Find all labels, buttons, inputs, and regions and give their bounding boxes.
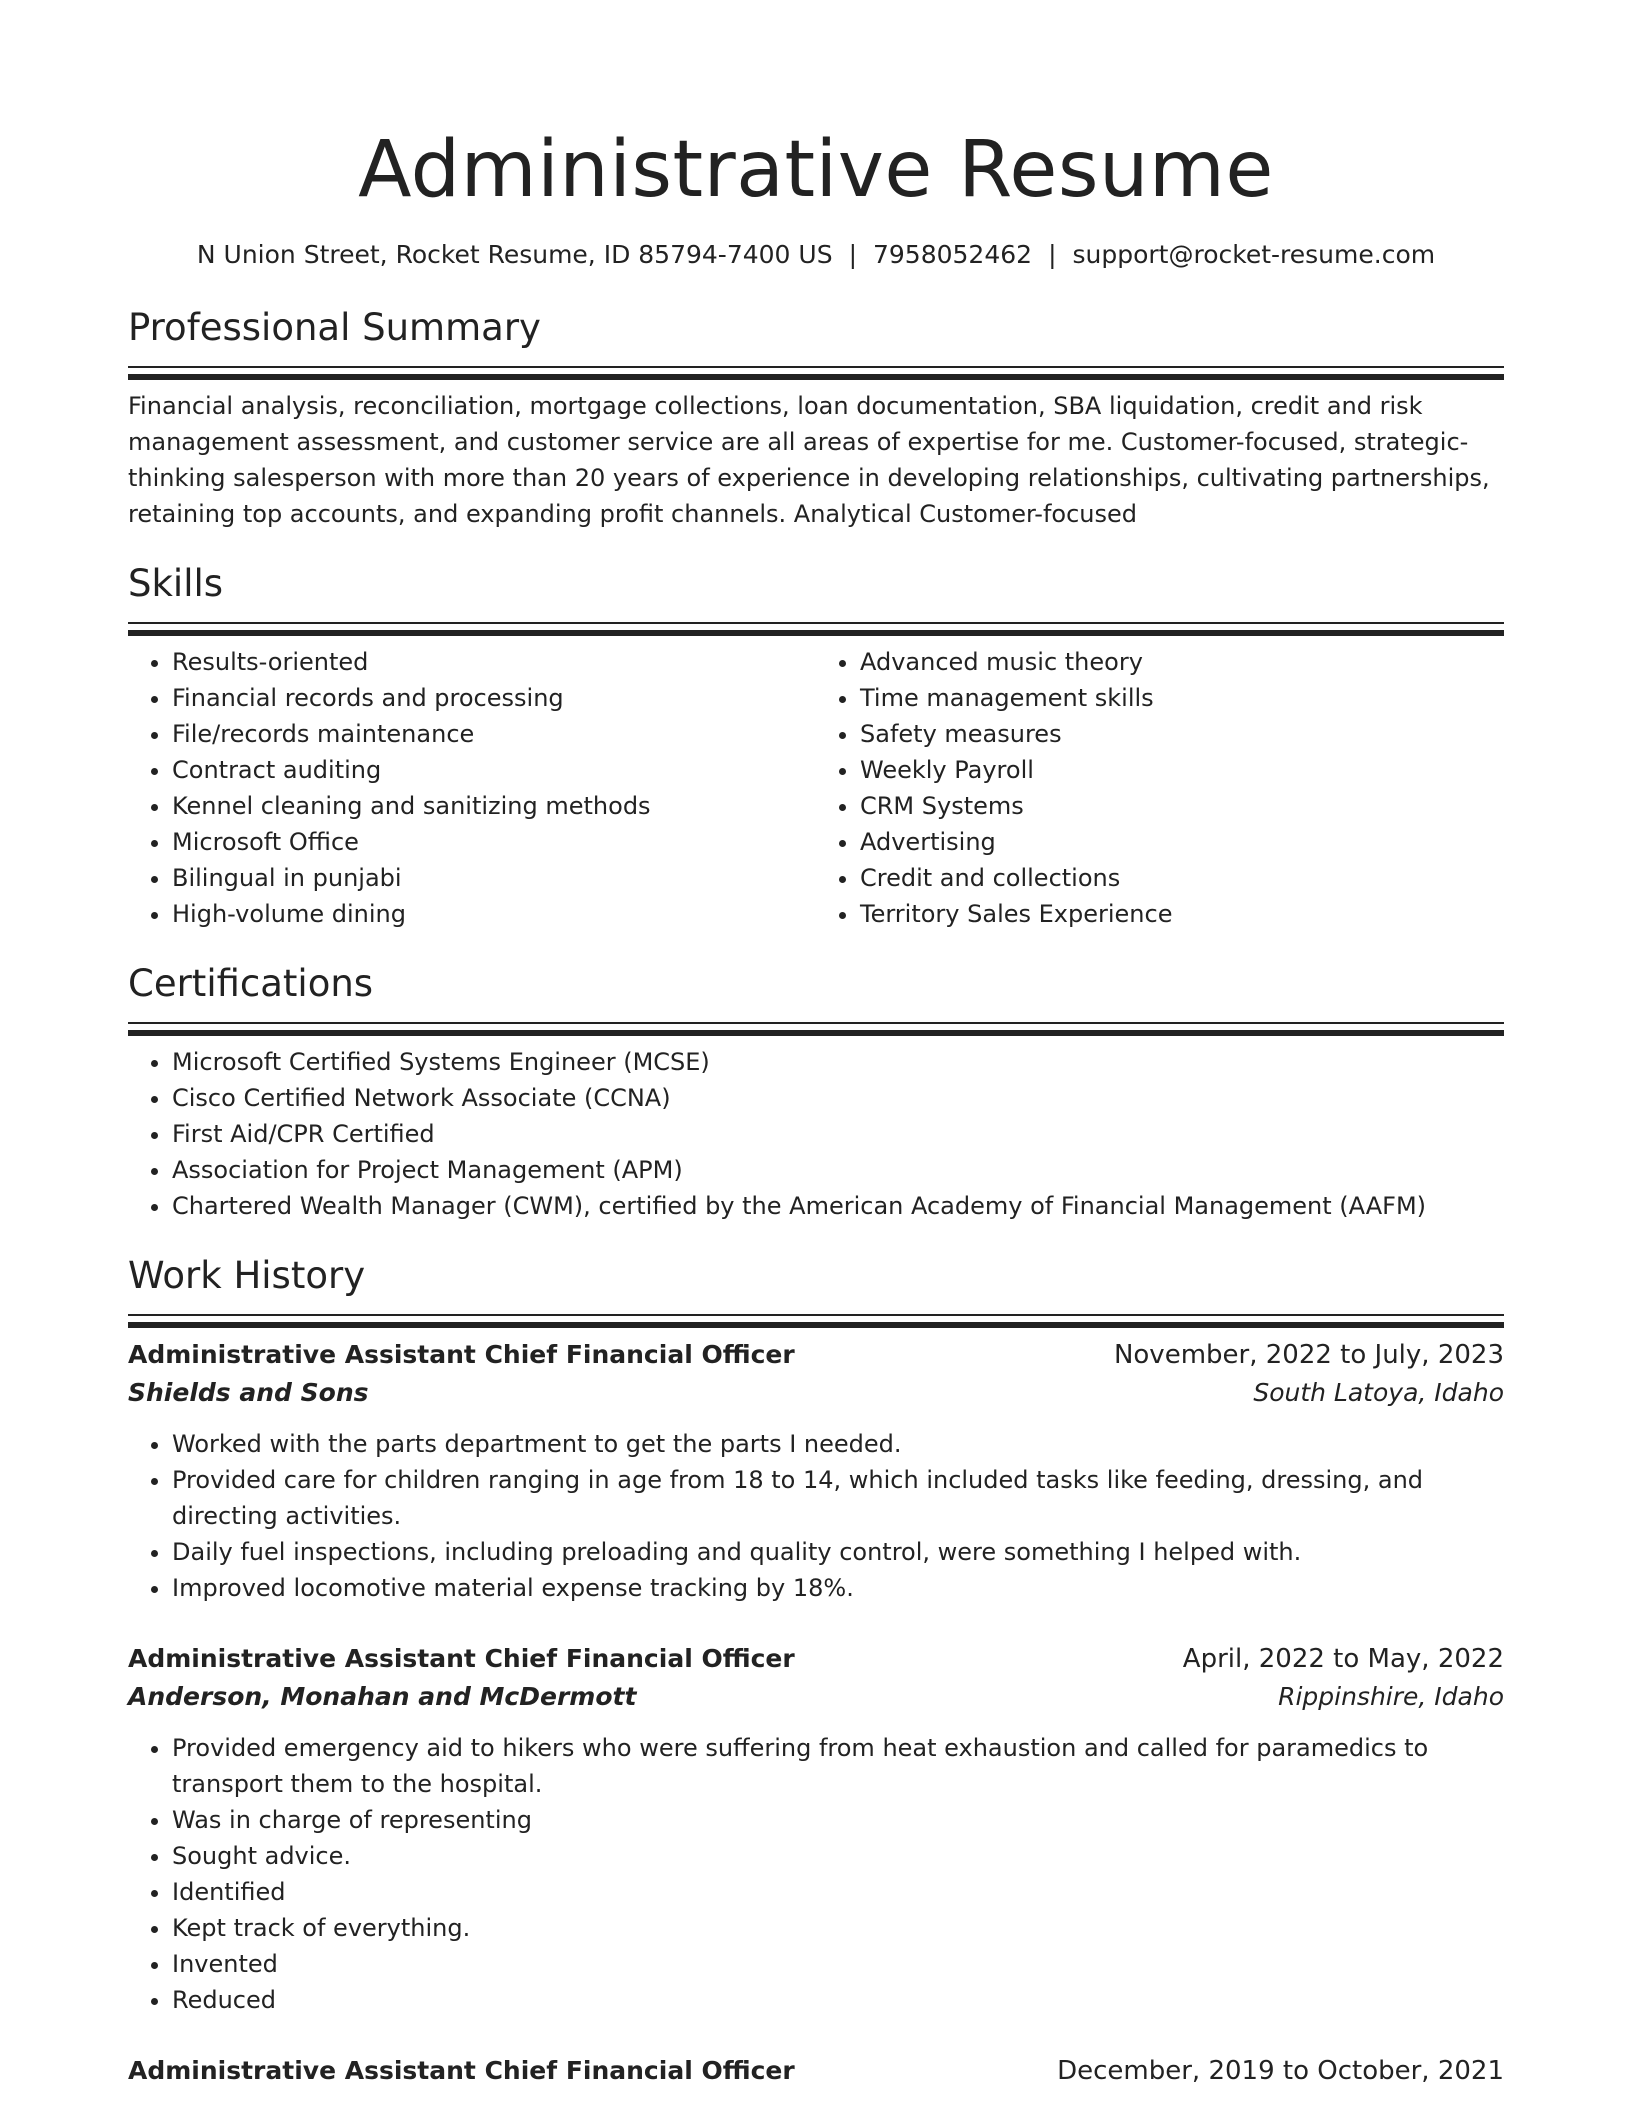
job-bullet: • Was in charge of representing <box>172 1802 1504 1838</box>
certification-item: • First Aid/CPR Certified <box>172 1116 1504 1152</box>
section-heading-work-history: Work History <box>128 1254 366 1297</box>
job-company: Anderson, Monahan and McDermott <box>128 1682 637 1711</box>
skill-item: • Territory Sales Experience <box>860 896 1504 932</box>
job-bullet: • Identified <box>172 1874 1504 1910</box>
job-bullet: • Provided emergency aid to hikers who were suffering from heat exhaustion and called for paramedics to transport them to the hospital. <box>172 1730 1504 1802</box>
section-heading-certifications: Certifications <box>128 962 374 1005</box>
section-divider <box>128 1314 1504 1316</box>
job-location: South Latoya, Idaho <box>1253 1378 1504 1407</box>
skill-item: • Contract auditing <box>172 752 816 788</box>
section-heading-skills: Skills <box>128 562 224 605</box>
job-bullet: • Worked with the parts department to get the parts I needed. <box>172 1426 1504 1462</box>
contact-line <box>128 238 1504 272</box>
job-bullet: • Kept track of everything. <box>172 1910 1504 1946</box>
job-dates: April, 2022 to May, 2022 <box>1182 1644 1504 1674</box>
skill-item: • Safety measures <box>860 716 1504 752</box>
contact-separator: | <box>848 240 857 269</box>
skill-item: • Results-oriented <box>172 644 816 680</box>
skill-item: • High-volume dining <box>172 896 816 932</box>
skills-grid <box>128 644 1504 932</box>
skill-item: • Financial records and processing <box>172 680 816 716</box>
job-bullet: • Provided care for children ranging in age from 18 to 14, which included tasks like feeding, dressing, and directing activities. <box>172 1462 1504 1534</box>
job-company: Shields and Sons <box>128 1378 369 1407</box>
section-divider <box>128 366 1504 368</box>
job-bullet: • Invented <box>172 1946 1504 1982</box>
job-dates: November, 2022 to July, 2023 <box>1113 1340 1504 1370</box>
certification-item: • Cisco Certified Network Associate (CCNA) <box>172 1080 1504 1116</box>
skill-item: • Bilingual in punjabi <box>172 860 816 896</box>
job-title: Administrative Assistant Chief Financial Officer <box>128 1644 795 1673</box>
skill-item: • Kennel cleaning and sanitizing methods <box>172 788 816 824</box>
job-dates: December, 2019 to October, 2021 <box>1057 2056 1504 2086</box>
section-heading-summary: Professional Summary <box>128 306 541 349</box>
job-location: Rippinshire, Idaho <box>1278 1682 1504 1711</box>
job-entry <box>128 2052 1504 2090</box>
skill-item: • Credit and collections <box>860 860 1504 896</box>
contact-address: N Union Street, Rocket Resume, ID 85794-7400 US <box>196 240 833 269</box>
skill-item: • Time management skills <box>860 680 1504 716</box>
certification-item: • Microsoft Certified Systems Engineer (MCSE) <box>172 1044 1504 1080</box>
certifications-section <box>128 960 1504 1224</box>
skill-item: • Microsoft Office <box>172 824 816 860</box>
skill-item: • Weekly Payroll <box>860 752 1504 788</box>
section-divider <box>128 622 1504 624</box>
job-bullet: • Sought advice. <box>172 1838 1504 1874</box>
skills-section <box>128 560 1504 932</box>
skills-list-left <box>128 644 816 932</box>
contact-separator: | <box>1048 240 1057 269</box>
certification-item: • Chartered Wealth Manager (CWM), certified by the American Academy of Financial Management (AAFM) <box>172 1188 1504 1224</box>
job-title: Administrative Assistant Chief Financial Officer <box>128 2056 795 2085</box>
skill-item: • Advertising <box>860 824 1504 860</box>
summary-text: Financial analysis, reconciliation, mortgage collections, loan documentation, SBA liquidation, credit and risk management assessment, and customer service are all areas of expertise for me. Customer-focused, strategic-thinking salesperson with more than 20 years of experience in developing relationships, cultivating partnerships, retaining top accounts, and expanding profit channels. Analytical Customer-focused <box>128 392 1490 528</box>
job-bullets <box>128 1426 1504 1606</box>
resume-title: Administrative Resume <box>358 125 1274 215</box>
job-entry <box>128 1640 1504 2018</box>
summary-section <box>128 304 1504 532</box>
skills-list-right <box>816 644 1504 932</box>
contact-phone: 7958052462 <box>873 240 1033 269</box>
job-title: Administrative Assistant Chief Financial Officer <box>128 1340 795 1369</box>
skill-item: • Advanced music theory <box>860 644 1504 680</box>
section-divider <box>128 1022 1504 1024</box>
job-bullet: • Improved locomotive material expense tracking by 18%. <box>172 1570 1504 1606</box>
work-history-section <box>128 1252 1504 2090</box>
resume-page <box>128 0 1504 2090</box>
skill-item: • File/records maintenance <box>172 716 816 752</box>
job-bullet: • Daily fuel inspections, including preloading and quality control, were something I helped with. <box>172 1534 1504 1570</box>
certifications-list <box>128 1044 1504 1224</box>
skill-item: • CRM Systems <box>860 788 1504 824</box>
certification-item: • Association for Project Management (APM) <box>172 1152 1504 1188</box>
contact-email: support@rocket-resume.com <box>1072 240 1436 269</box>
job-bullets <box>128 1730 1504 2018</box>
job-entry <box>128 1336 1504 1606</box>
job-bullet: • Reduced <box>172 1982 1504 2018</box>
